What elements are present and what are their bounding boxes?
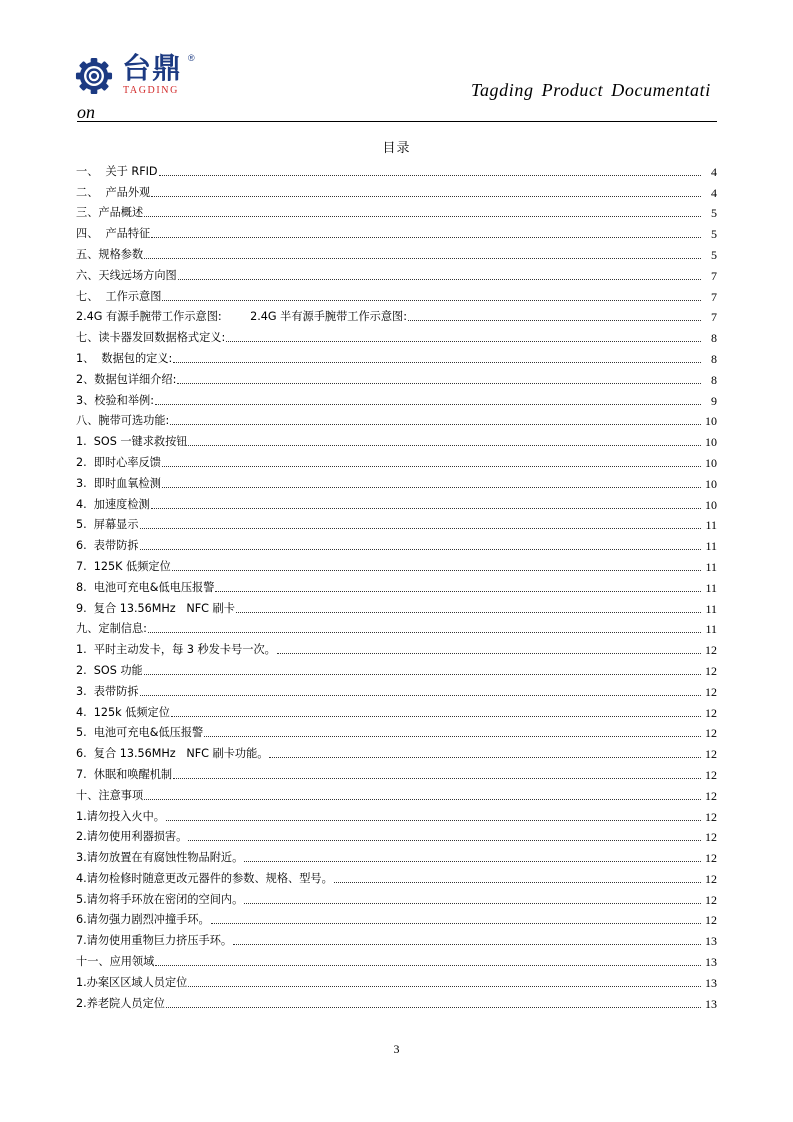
toc-entry-page: 12 [705,684,717,699]
toc-entry[interactable] [76,366,717,387]
toc-entry-label: 2.养老院人员定位 [76,996,165,1010]
toc-dot-leader [151,196,701,197]
toc-entry[interactable] [76,636,717,657]
table-of-contents [76,158,717,1011]
toc-entry-page: 13 [705,996,717,1011]
toc-entry-page: 12 [705,871,717,886]
toc-dot-leader [188,986,701,987]
toc-entry[interactable] [76,927,717,948]
toc-entry[interactable] [76,387,717,408]
toc-entry-page: 11 [705,539,717,554]
toc-entry-label: 七、读卡器发回数据格式定义: [76,331,226,345]
toc-entry-page: 12 [705,788,717,803]
toc-entry[interactable] [76,803,717,824]
toc-entry-label: 2. 即时心率反馈 [76,455,161,469]
toc-entry[interactable] [76,428,717,449]
toc-dot-leader [173,362,701,363]
toc-entry[interactable] [76,512,717,533]
toc-entry-page: 8 [711,331,717,346]
toc-entry-page: 11 [705,580,717,595]
toc-dot-leader [172,570,701,571]
toc-entry-page: 12 [705,913,717,928]
toc-entry-label: 3. 表带防拆 [76,684,139,698]
toc-dot-leader [155,404,701,405]
toc-dot-leader [170,424,701,425]
toc-entry[interactable] [76,824,717,845]
toc-dot-leader [140,549,701,550]
toc-entry-label: 十、注意事项 [76,788,144,802]
toc-dot-leader [277,653,701,654]
toc-entry[interactable] [76,158,717,179]
toc-entry-page: 12 [705,663,717,678]
toc-entry-label: 5. 电池可充电&低压报警 [76,726,204,740]
toc-entry[interactable] [76,969,717,990]
toc-dot-leader [178,279,701,280]
toc-entry-label: 3.请勿放置在有腐蚀性物品附近。 [76,851,244,865]
toc-entry[interactable] [76,574,717,595]
toc-entry-label: 三、产品概述 [76,206,144,220]
toc-entry-label: 七、 工作示意图 [76,289,162,303]
toc-entry-page: 7 [711,268,717,283]
toc-dot-leader [144,258,701,259]
toc-entry[interactable] [76,907,717,928]
toc-entry-page: 11 [705,518,717,533]
toc-entry-page: 12 [705,705,717,720]
toc-entry-page: 11 [705,559,717,574]
toc-dot-leader [140,695,701,696]
toc-entry[interactable] [76,761,717,782]
toc-entry-page: 10 [705,414,717,429]
toc-entry[interactable] [76,408,717,429]
toc-entry-label: 六、天线远场方向图 [76,268,177,282]
toc-entry-label: 2. SOS 功能 [76,663,143,677]
toc-entry-page: 13 [705,955,717,970]
registered-mark: ® [188,53,195,63]
toc-entry-page: 11 [705,622,717,637]
toc-entry-page: 7 [711,310,717,325]
toc-entry-label: 9. 复合 13.56MHz NFC 刷卡 [76,601,235,615]
toc-entry-label: 五、规格参数 [76,247,144,261]
toc-dot-leader [162,300,701,301]
toc-entry-label: 十一、应用领域 [76,955,155,969]
toc-dot-leader [148,632,701,633]
toc-entry-page: 10 [705,497,717,512]
logo-english-name: TAGDING [123,85,179,96]
toc-entry-label: 5. 屏幕显示 [76,518,139,532]
toc-entry-page: 5 [711,227,717,242]
toc-dot-leader [162,466,701,467]
toc-dot-leader [162,487,701,488]
toc-dot-leader [159,175,701,176]
toc-entry-page: 12 [705,643,717,658]
toc-entry-page: 5 [711,206,717,221]
toc-entry[interactable] [76,179,717,200]
toc-dot-leader [226,341,701,342]
toc-entry-page: 12 [705,747,717,762]
toc-entry-page: 12 [705,809,717,824]
toc-entry-page: 10 [705,435,717,450]
toc-entry-label: 6. 表带防拆 [76,539,139,553]
toc-entry-page: 12 [705,892,717,907]
toc-entry[interactable] [76,470,717,491]
document-title-wrap: on [77,102,95,122]
toc-entry-page: 5 [711,247,717,262]
toc-entry-label: 九、定制信息: [76,622,147,636]
toc-entry-page: 9 [711,393,717,408]
toc-entry-label: 四、 产品特征 [76,227,151,241]
toc-entry-page: 7 [711,289,717,304]
toc-dot-leader [177,383,701,384]
toc-dot-leader [236,612,701,613]
page-number: 3 [393,1042,400,1056]
toc-entry-page: 8 [711,372,717,387]
toc-entry[interactable] [76,595,717,616]
toc-entry-page: 4 [711,185,717,200]
toc-entry[interactable] [76,449,717,470]
toc-entry-label: 二、 产品外观 [76,185,151,199]
toc-entry[interactable] [76,865,717,886]
toc-dot-leader [244,861,701,862]
toc-entry-label: 4.请勿检修时随意更改元器件的参数、规格、型号。 [76,871,333,885]
page-header [0,0,793,125]
toc-entry[interactable] [76,720,717,741]
toc-dot-leader [155,965,701,966]
toc-dot-leader [188,445,701,446]
toc-entry-label: 4. 加速度检测 [76,497,150,511]
toc-entry-label: 4. 125k 低频定位 [76,705,170,719]
toc-entry-label: 2、数据包详细介绍: [76,372,177,386]
toc-entry-label: 6. 复合 13.56MHz NFC 刷卡功能。 [76,747,269,761]
toc-entry-label: 3、校验和举例: [76,393,155,407]
toc-dot-leader [188,840,701,841]
toc-entry-label: 八、腕带可选功能: [76,414,170,428]
toc-dot-leader [144,799,701,800]
company-logo [75,51,205,99]
toc-entry[interactable] [76,782,717,803]
toc-entry[interactable] [76,262,717,283]
toc-entry-label: 5.请勿将手环放在密闭的空间内。 [76,892,244,906]
toc-entry-page: 12 [705,726,717,741]
toc-entry[interactable] [76,740,717,761]
toc-entry-page: 12 [705,851,717,866]
document-title: Tagding Product Documentati [471,80,711,100]
toc-entry[interactable] [76,345,717,366]
toc-entry-label: 1. SOS 一键求救按钮 [76,435,188,449]
toc-dot-leader [233,944,701,945]
toc-entry[interactable] [76,699,717,720]
logo-chinese-name: 台鼎 [122,51,183,85]
toc-dot-leader [151,237,701,238]
toc-entry[interactable] [76,886,717,907]
toc-entry-label: 2.4G 有源手腕带工作示意图: 2.4G 半有源手腕带工作示意图: [76,310,407,324]
toc-entry-label: 1. 平时主动发卡，每 3 秒发卡号一次。 [76,643,276,657]
toc-entry[interactable] [76,324,717,345]
toc-entry-page: 12 [705,830,717,845]
toc-entry-label: 1.请勿投入火中。 [76,809,165,823]
toc-entry-page: 13 [705,934,717,949]
toc-dot-leader [211,923,701,924]
toc-entry-label: 7. 125K 低频定位 [76,559,171,573]
toc-entry[interactable] [76,241,717,262]
toc-entry-label: 2.请勿使用利器损害。 [76,830,188,844]
toc-entry[interactable] [76,657,717,678]
toc-entry[interactable] [76,220,717,241]
toc-dot-leader [166,1007,701,1008]
toc-entry[interactable] [76,200,717,221]
toc-dot-leader [144,674,701,675]
toc-dot-leader [204,736,701,737]
toc-entry-label: 3. 即时血氧检测 [76,476,161,490]
toc-entry[interactable] [76,990,717,1011]
header-divider [77,121,717,122]
gear-target-icon [75,57,113,95]
toc-entry-label: 一、 关于 RFID [76,164,158,178]
toc-entry[interactable] [76,491,717,512]
toc-entry-label: 8. 电池可充电&低电压报警 [76,580,215,594]
toc-entry[interactable] [76,678,717,699]
toc-entry[interactable] [76,532,717,553]
toc-entry-page: 11 [705,601,717,616]
toc-entry-page: 8 [711,351,717,366]
toc-entry[interactable] [76,616,717,637]
toc-entry-page: 4 [711,164,717,179]
toc-entry[interactable] [76,283,717,304]
toc-dot-leader [244,903,701,904]
toc-dot-leader [144,216,701,217]
toc-entry-label: 7. 休眠和唤醒机制 [76,767,173,781]
toc-dot-leader [140,528,701,529]
toc-entry-label: 6.请勿强力剧烈冲撞手环。 [76,913,210,927]
toc-entry-label: 1、 数据包的定义: [76,351,173,365]
toc-entry-label: 7.请勿使用重物巨力挤压手环。 [76,934,233,948]
toc-dot-leader [269,757,701,758]
toc-dot-leader [408,320,701,321]
toc-entry-label: 1.办案区区域人员定位 [76,975,188,989]
toc-dot-leader [173,778,701,779]
toc-entry[interactable] [76,304,717,325]
toc-dot-leader [334,882,701,883]
toc-entry-page: 10 [705,476,717,491]
toc-dot-leader [171,716,701,717]
toc-entry[interactable] [76,553,717,574]
toc-entry-page: 10 [705,455,717,470]
toc-dot-leader [151,508,701,509]
toc-entry-page: 12 [705,767,717,782]
toc-entry-page: 13 [705,975,717,990]
toc-dot-leader [215,591,701,592]
toc-heading: 目录 [382,141,411,156]
toc-entry[interactable] [76,844,717,865]
toc-dot-leader [166,820,701,821]
toc-entry[interactable] [76,948,717,969]
